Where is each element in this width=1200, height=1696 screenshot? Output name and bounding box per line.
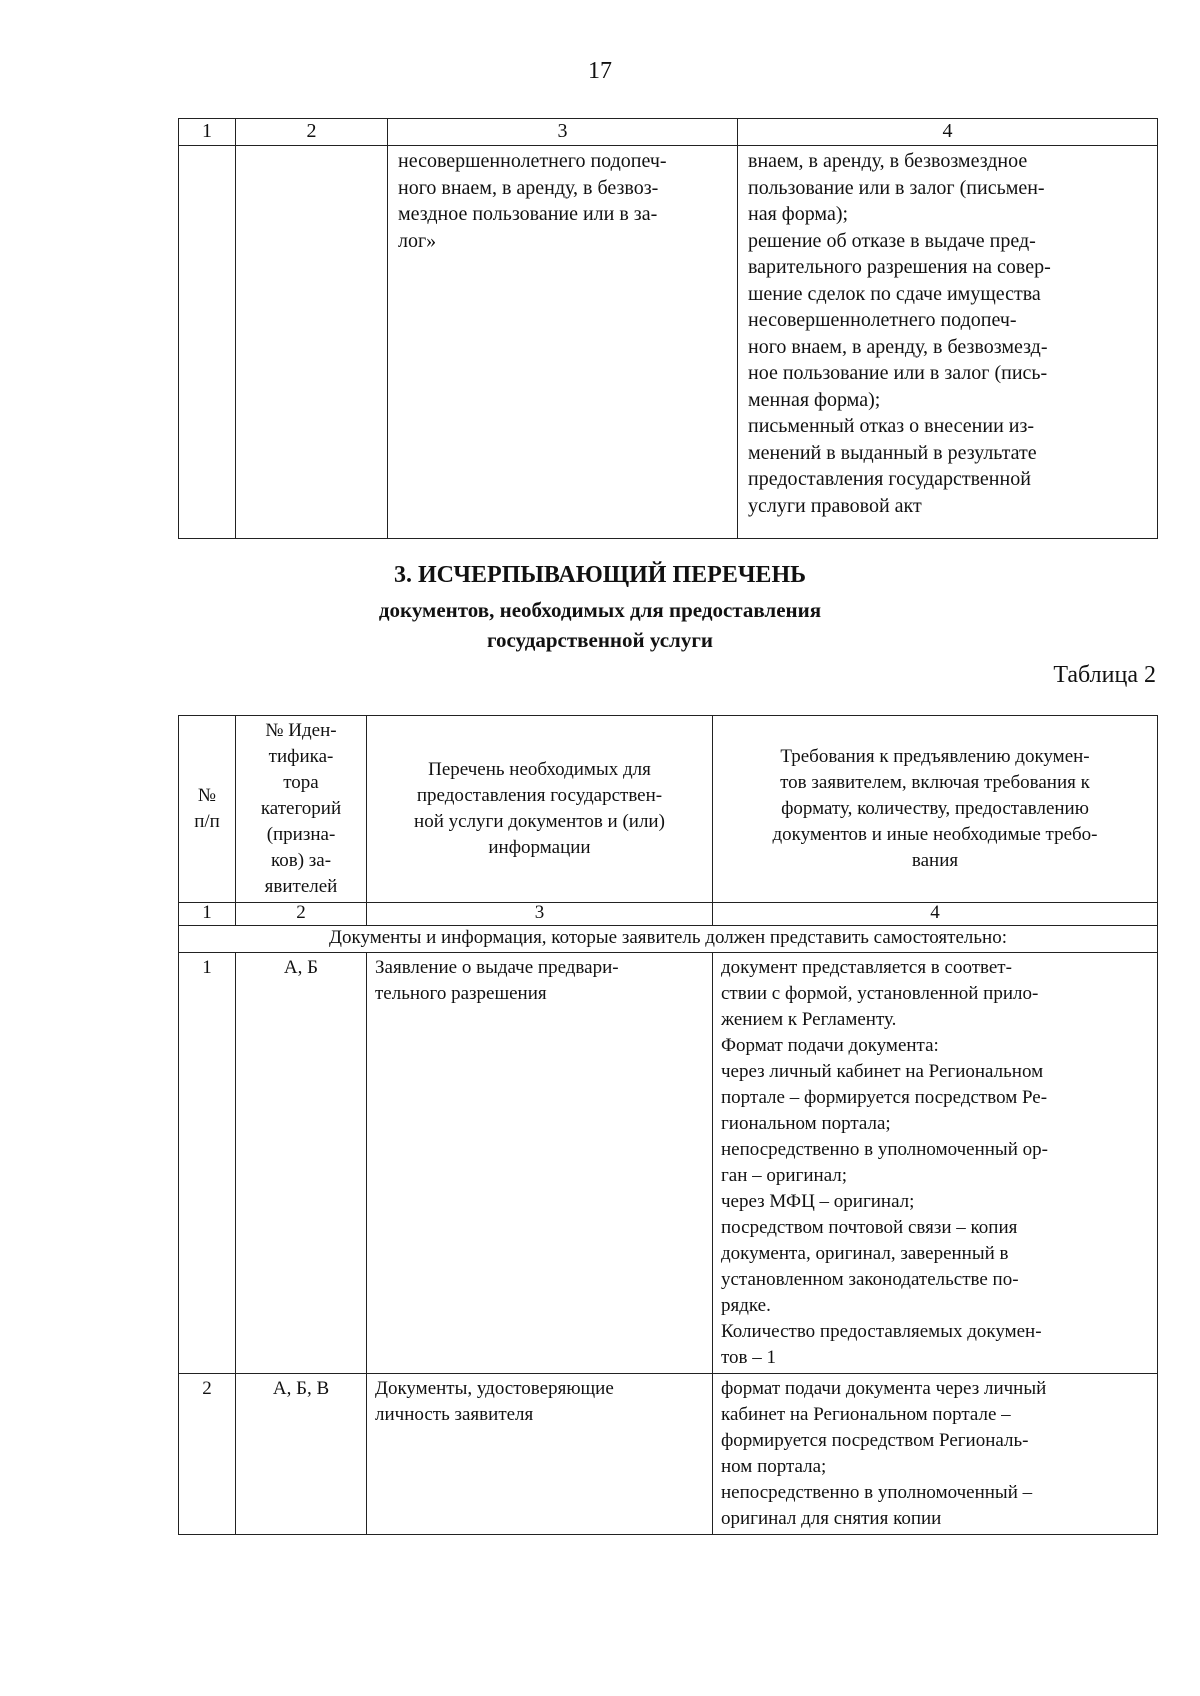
text-line: посредством почтовой связи – копия	[721, 1217, 1018, 1238]
header-row	[179, 716, 1158, 903]
text-line: шение сделок по сдаче имущества	[748, 282, 1041, 305]
section-subtitle: государственной услуги	[487, 628, 713, 652]
text-line: непосредственно в уполномоченный –	[721, 1482, 1033, 1503]
header-line: № Иден-	[265, 720, 337, 741]
text-line: ное пользование или в залог (пись-	[748, 362, 1048, 384]
text-line: документ представляется в соответ-	[721, 957, 1012, 978]
text-line: рядке.	[721, 1295, 771, 1316]
header-line: ков) за-	[270, 850, 332, 871]
header-line: категорий	[260, 798, 342, 819]
text-line: тов – 1	[721, 1347, 777, 1368]
text-line: ная форма);	[748, 203, 849, 225]
col-number: 2	[236, 119, 388, 146]
column-number-row	[179, 903, 1158, 926]
text-line: ного внаем, в аренду, в безвоз-	[398, 176, 659, 199]
text-line: Формат подачи документа:	[721, 1035, 939, 1056]
col-number: 4	[738, 119, 1158, 146]
section-subtitle: документов, необходимых для предоставления	[378, 598, 822, 622]
text-line: портале – формируется посредством Ре-	[721, 1087, 1048, 1108]
header-line: тифика-	[268, 746, 334, 767]
text-line: письменный отказ о внесении из-	[748, 415, 1035, 437]
header-line: (призна-	[266, 824, 336, 845]
header-line: №	[197, 785, 217, 806]
text-line: жением к Регламенту.	[721, 1009, 897, 1030]
text-line: непосредственно в уполномоченный ор-	[721, 1139, 1048, 1160]
header-line: п/п	[194, 811, 220, 832]
header-line: тора	[283, 772, 319, 793]
col-number: 2	[236, 903, 367, 926]
row-number: 1	[179, 953, 236, 1374]
text-line: предоставления государственной	[748, 468, 1031, 490]
header-line: ной услуги документов и (или)	[414, 811, 665, 832]
text-line: пользование или в залог (письмен-	[748, 176, 1045, 199]
text-line: внаем, в аренду, в безвозмездное	[748, 150, 1028, 172]
documents-table	[178, 715, 1158, 1535]
header-line: Перечень необходимых для	[428, 759, 651, 780]
row-requirements	[713, 953, 1158, 1374]
table-row	[179, 953, 1158, 1374]
header-line: вания	[911, 850, 959, 871]
section-title: 3. ИСЧЕРПЫВАЮЩИЙ ПЕРЕЧЕНЬ	[394, 562, 806, 588]
continued-table	[178, 118, 1158, 539]
header-line: документов и иные необходимые требо-	[772, 824, 1098, 845]
empty-cell	[236, 146, 388, 539]
header-line: формату, количеству, предоставлению	[781, 798, 1089, 819]
empty-cell	[179, 146, 236, 539]
header-number	[179, 716, 236, 903]
text-line: личность заявителя	[375, 1404, 534, 1425]
text-line: варительного разрешения на совер-	[748, 256, 1051, 278]
text-line: Документы, удостоверяющие	[375, 1378, 614, 1399]
text-line: решение об отказе в выдаче пред-	[748, 229, 1036, 252]
table-row	[179, 146, 1158, 539]
text-line: ган – оригинал;	[721, 1165, 848, 1186]
row-number: 2	[179, 1374, 236, 1535]
row-document	[367, 953, 713, 1374]
section-row-text: Документы и информация, которые заявитель должен представить самостоятельно:	[179, 926, 1158, 953]
row-categories: А, Б, В	[236, 1374, 367, 1535]
text-line: Количество предоставляемых докумен-	[721, 1321, 1042, 1342]
text-line: установленном законодательстве по-	[721, 1269, 1019, 1290]
text-line: тельного разрешения	[375, 983, 547, 1004]
header-category-id	[236, 716, 367, 903]
text-line: формат подачи документа через личный	[721, 1378, 1047, 1399]
cell-col4	[738, 146, 1158, 539]
text-line: гиональном портала;	[721, 1113, 891, 1134]
row-requirements	[713, 1374, 1158, 1535]
text-line: менная форма);	[748, 388, 881, 411]
table-row	[179, 1374, 1158, 1535]
text-line: услуги правовой акт	[748, 494, 922, 517]
col-number: 3	[388, 119, 738, 146]
header-line: Требования к предъявлению докумен-	[780, 746, 1090, 767]
table-label: Таблица 2	[1053, 662, 1156, 688]
header-line: явителей	[264, 876, 338, 897]
row-categories: А, Б	[236, 953, 367, 1374]
text-line: кабинет на Региональном портале –	[721, 1404, 1011, 1425]
column-number-row	[179, 119, 1158, 146]
cell-col3	[388, 146, 738, 539]
section-row	[179, 926, 1158, 953]
text-line: ном портала;	[721, 1456, 827, 1477]
page-number: 17	[588, 58, 612, 84]
text-line: формируется посредством Региональ-	[721, 1430, 1029, 1451]
text-line: мездное пользование или в за-	[398, 203, 658, 225]
text-line: менений в выданный в результате	[748, 441, 1037, 464]
col-number: 4	[713, 903, 1158, 926]
text-line: несовершеннолетнего подопеч-	[748, 309, 1017, 331]
header-line: тов заявителем, включая требования к	[780, 772, 1090, 793]
text-line: документа, оригинал, заверенный в	[721, 1243, 1009, 1264]
text-line: оригинал для снятия копии	[721, 1508, 942, 1529]
text-line: лог»	[398, 229, 437, 252]
row-document	[367, 1374, 713, 1535]
text-line: через МФЦ – оригинал;	[721, 1191, 915, 1212]
header-requirements	[713, 716, 1158, 903]
header-line: информации	[488, 837, 591, 858]
header-document-list	[367, 716, 713, 903]
text-line: несовершеннолетнего подопеч-	[398, 150, 667, 172]
text-line: ного внаем, в аренду, в безвозмезд-	[748, 335, 1048, 358]
text-line: ствии с формой, установленной прило-	[721, 983, 1039, 1004]
header-line: предоставления государствен-	[416, 785, 663, 806]
text-line: Заявление о выдаче предвари-	[375, 957, 619, 978]
text-line: через личный кабинет на Региональном	[721, 1061, 1044, 1082]
col-number: 1	[179, 119, 236, 146]
col-number: 1	[179, 903, 236, 926]
col-number: 3	[367, 903, 713, 926]
